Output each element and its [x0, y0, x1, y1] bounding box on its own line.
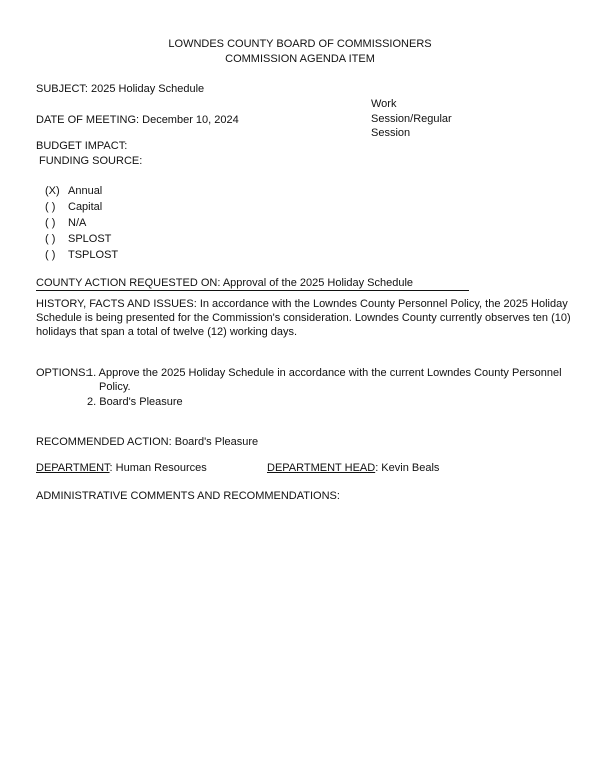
option-item-1: 1. Approve the 2025 Holiday Schedule in accordance with the current Lowndes County Personnel — [87, 367, 562, 379]
funding-source: FUNDING SOURCE: — [39, 155, 143, 167]
budget-impact: BUDGET IMPACT: — [36, 140, 128, 152]
department-value: : Human Resources — [109, 462, 207, 474]
funding-option-label: N/A — [68, 217, 87, 229]
section-divider — [36, 290, 469, 291]
funding-option-label: SPLOST — [68, 233, 112, 245]
funding-option-label: Capital — [68, 201, 103, 213]
department-head-value: : Kevin Beals — [375, 462, 440, 474]
recommended-action: RECOMMENDED ACTION: Board's Pleasure — [36, 436, 259, 448]
funding-option-mark: ( ) — [45, 201, 56, 213]
header-title: LOWNDES COUNTY BOARD OF COMMISSIONERS — [168, 38, 432, 50]
options-label: OPTIONS: — [36, 367, 89, 379]
history-line-1: HISTORY, FACTS AND ISSUES: In accordance with the Lowndes County Personnel Policy, the 2025 Holiday — [36, 298, 568, 310]
date-of-meeting: DATE OF MEETING: December 10, 2024 — [36, 114, 239, 126]
county-action-requested: COUNTY ACTION REQUESTED ON: Approval of the 2025 Holiday Schedule — [36, 277, 414, 289]
session-line-3: Session — [371, 127, 411, 139]
session-line-1: Work — [371, 98, 397, 110]
subject-line: SUBJECT: 2025 Holiday Schedule — [36, 83, 205, 95]
funding-option-mark: ( ) — [45, 217, 56, 229]
funding-option-label: Annual — [68, 185, 103, 197]
option-item-2: 2. Board's Pleasure — [87, 396, 183, 408]
session-line-2: Session/Regular — [371, 113, 452, 125]
header-subtitle: COMMISSION AGENDA ITEM — [225, 53, 375, 65]
department-field — [36, 461, 207, 475]
department-head-field — [267, 461, 439, 475]
administrative-comments: ADMINISTRATIVE COMMENTS AND RECOMMENDATIONS: — [36, 490, 340, 502]
funding-option-mark: ( ) — [45, 233, 56, 245]
history-line-2: Schedule is being presented for the Commission's consideration. Lowndes County currently observes ten (10) — [36, 312, 571, 324]
funding-option-mark: ( ) — [45, 249, 56, 261]
funding-option-mark: (X) — [45, 185, 60, 197]
funding-option-label: TSPLOST — [68, 249, 119, 261]
department-head-label: DEPARTMENT HEAD — [267, 462, 376, 474]
history-line-3: holidays that span a total of twelve (12) working days. — [36, 326, 298, 338]
option-item-1-continued: Policy. — [99, 381, 131, 393]
department-label: DEPARTMENT — [36, 462, 110, 474]
